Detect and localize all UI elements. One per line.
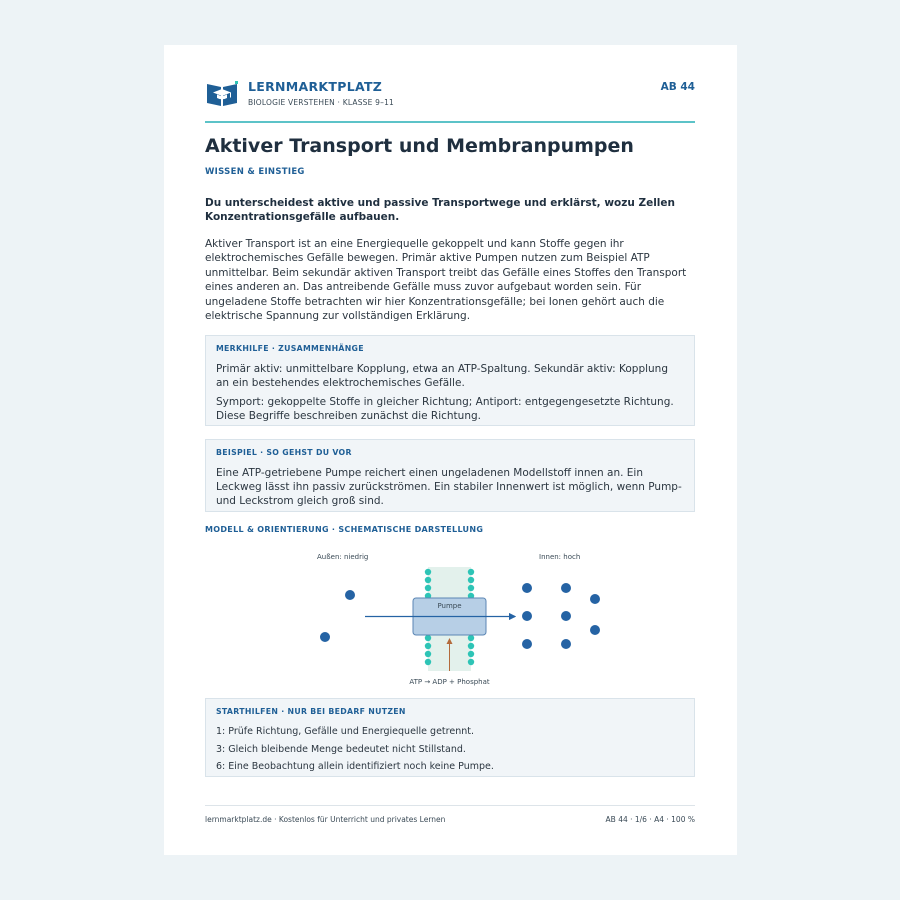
starthilfe-item: 1: Prüfe Richtung, Gefälle und Energiequelle getrennt. bbox=[216, 726, 474, 737]
section-tag: WISSEN & EINSTIEG bbox=[205, 167, 305, 177]
beispiel-title: BEISPIEL · SO GEHST DU VOR bbox=[216, 448, 352, 457]
molecules-outside bbox=[320, 590, 355, 642]
membrane-pump-diagram bbox=[294, 545, 614, 695]
worksheet-page bbox=[164, 45, 737, 855]
beispiel-box bbox=[205, 439, 695, 512]
outside-label: Außen: niedrig bbox=[317, 553, 369, 561]
footer-divider bbox=[205, 805, 695, 806]
merkhilfe-item: Symport: gekoppelte Stoffe in gleicher Richtung; Antiport: entgegengesetzte Richtung. Diese Begriffe beschreiben zunächst die Richtung. bbox=[216, 396, 674, 422]
brand-name: LERNMARKTPLATZ bbox=[248, 79, 383, 94]
merkhilfe-box bbox=[205, 335, 695, 426]
starthilfen-box bbox=[205, 698, 695, 777]
beispiel-text: Eine ATP-getriebene Pumpe reichert einen ungeladenen Modellstoff innen an. Ein Leckweg lässt ihn passiv zurückströmen. Ein stabiler Innenwert ist möglich, wenn Pump- und Leckstrom gleich groß sind. bbox=[216, 467, 682, 507]
lead-text: Du unterscheidest aktive und passive Transportwege und erklärst, wozu Zellen Konzentrationsgefälle aufbauen. bbox=[205, 197, 676, 223]
figure-title: MODELL & ORIENTIERUNG · SCHEMATISCHE DARSTELLUNG bbox=[205, 525, 484, 534]
starthilfe-item: 6: Eine Beobachtung allein identifiziert noch keine Pumpe. bbox=[216, 761, 494, 772]
body-paragraph: Aktiver Transport ist an eine Energiequelle gekoppelt und kann Stoffe gegen ihr elektrochemisches Gefälle bewegen. Primär aktive Pumpen nutzen zum Beispiel ATP unmittelbar. Beim sekundär aktiven Transport treibt das Gefälle eines Stoffes den Transport eines anderen an. Das antreibende Gefälle muss zuvor aufgebaut worden sein. Für ungeladene Stoffe betrachten wir hier Konzentrationsgefälle; bei Ionen gehört auch die elektrische Spannung zur vollständigen Erklärung. bbox=[205, 238, 687, 323]
energy-label: ATP → ADP + Phosphat bbox=[409, 678, 490, 686]
molecules-inside bbox=[522, 583, 600, 649]
merkhilfe-title: MERKHILFE · ZUSAMMENHÄNGE bbox=[216, 344, 364, 353]
pump-label: Pumpe bbox=[437, 602, 462, 610]
starthilfen-title: STARTHILFEN · NUR BEI BEDARF NUTZEN bbox=[216, 707, 406, 716]
header-divider bbox=[205, 121, 695, 123]
merkhilfe-item: Primär aktiv: unmittelbare Kopplung, etwa an ATP-Spaltung. Sekundär aktiv: Kopplung an ein bestehendes elektrochemisches Gefälle. bbox=[216, 363, 668, 389]
footer-left: lernmarktplatz.de · Kostenlos für Unterricht und privates Lernen bbox=[205, 815, 446, 824]
book-graduation-cap-logo bbox=[206, 81, 238, 107]
sheet-number: AB 44 bbox=[660, 81, 695, 93]
starthilfe-item: 3: Gleich bleibende Menge bedeutet nicht Stillstand. bbox=[216, 743, 466, 755]
page-title: Aktiver Transport und Membranpumpen bbox=[205, 135, 634, 157]
footer-right: AB 44 · 1/6 · A4 · 100 % bbox=[605, 815, 695, 824]
brand-subtitle: BIOLOGIE VERSTEHEN · KLASSE 9–11 bbox=[248, 98, 395, 107]
inside-label: Innen: hoch bbox=[539, 553, 581, 561]
